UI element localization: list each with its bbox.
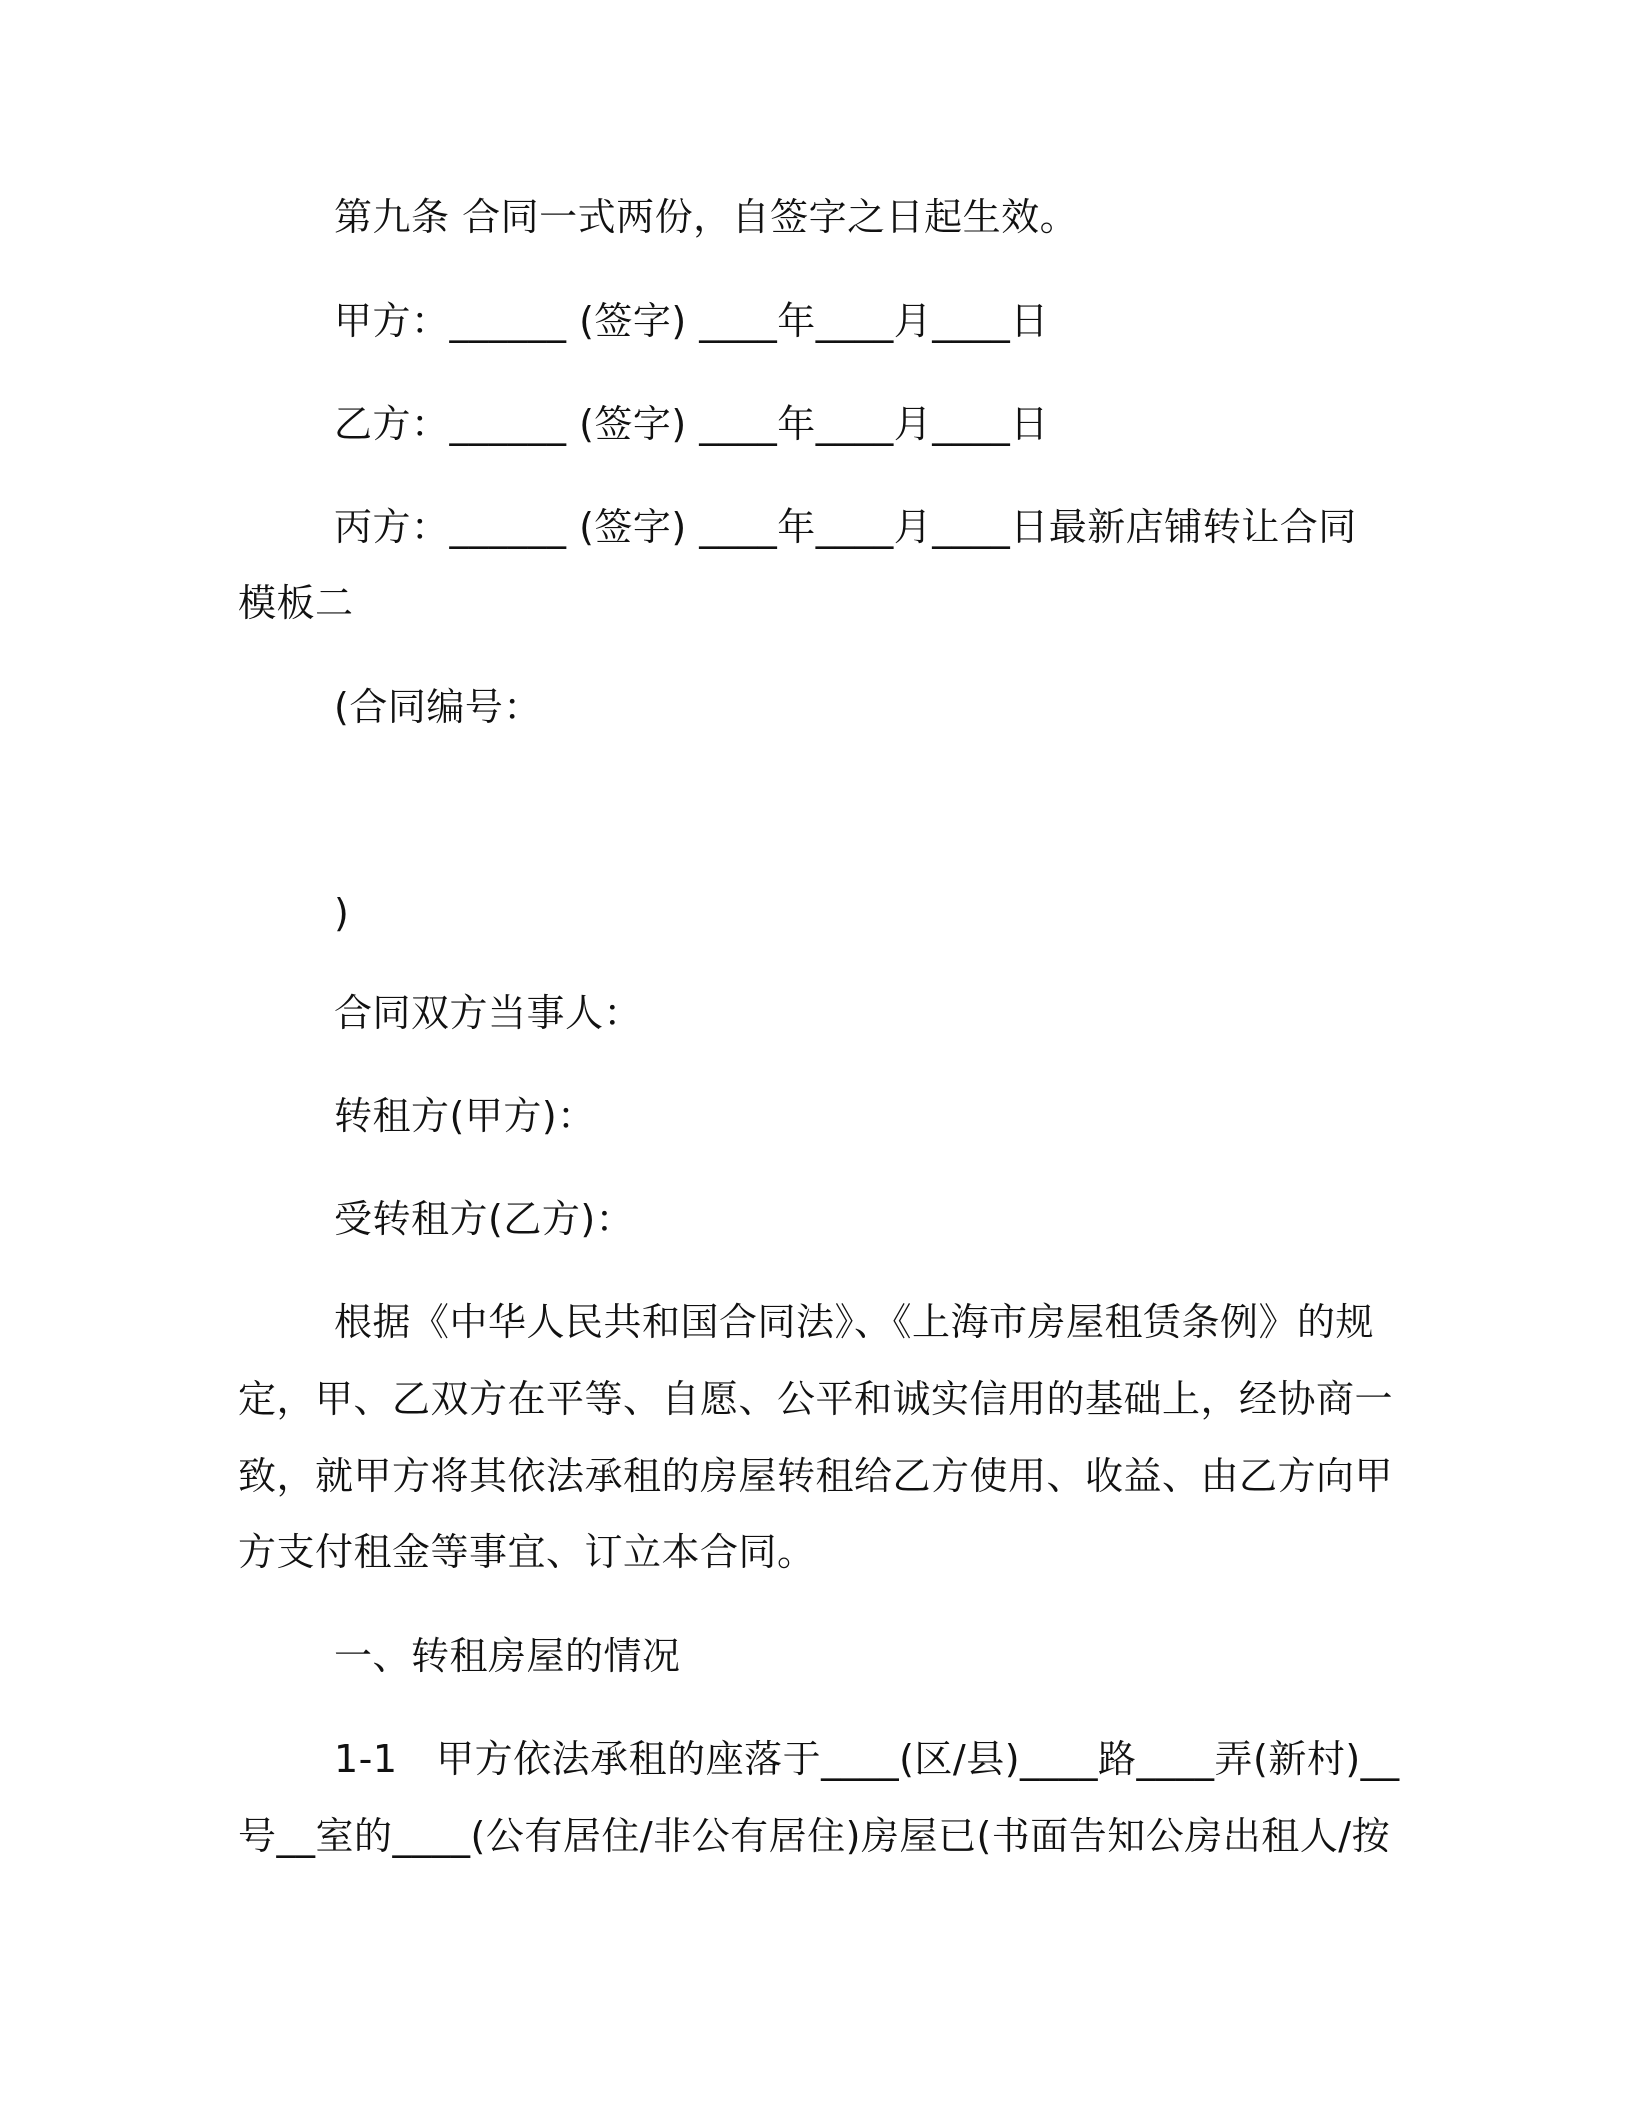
party-a-signature-line: 甲方：______ (签字) ____年____月____日	[334, 299, 1049, 343]
clause-1-1-line-2: 号__室的____(公有居住/非公有居住)房屋已(书面告知公房出租人/按	[238, 1814, 1391, 1858]
preamble-line-2: 定，甲、乙双方在平等、自愿、公平和诚实信用的基础上，经协商一	[238, 1377, 1394, 1421]
section-one-heading: 一、转租房屋的情况	[334, 1634, 681, 1678]
party-c-signature-line: 丙方：______ (签字) ____年____月____日最新店铺转让合同	[334, 505, 1357, 549]
preamble-line-4: 方支付租金等事宜、订立本合同。	[238, 1530, 816, 1574]
party-b-signature-line: 乙方：______ (签字) ____年____月____日	[334, 402, 1049, 446]
preamble-line-1: 根据《中华人民共和国合同法》、《上海市房屋租赁条例》的规	[334, 1300, 1375, 1344]
contract-number-label: (合同编号：	[334, 685, 542, 729]
preamble-line-3: 致，就甲方将其依法承租的房屋转租给乙方使用、收益、由乙方向甲	[238, 1454, 1394, 1498]
article-nine-clause: 第九条 合同一式两份，自签字之日起生效。	[334, 195, 1079, 239]
template-title-continuation: 模板二	[238, 581, 354, 625]
parties-heading: 合同双方当事人：	[334, 991, 643, 1035]
sublessee-label: 受转租方(乙方)：	[334, 1197, 635, 1241]
sublessor-label: 转租方(甲方)：	[334, 1094, 596, 1138]
clause-1-1-line-1: 1-1 甲方依法承租的座落于____(区/县)____路____弄(新村)__	[334, 1737, 1400, 1781]
contract-number-close: )	[334, 891, 350, 935]
